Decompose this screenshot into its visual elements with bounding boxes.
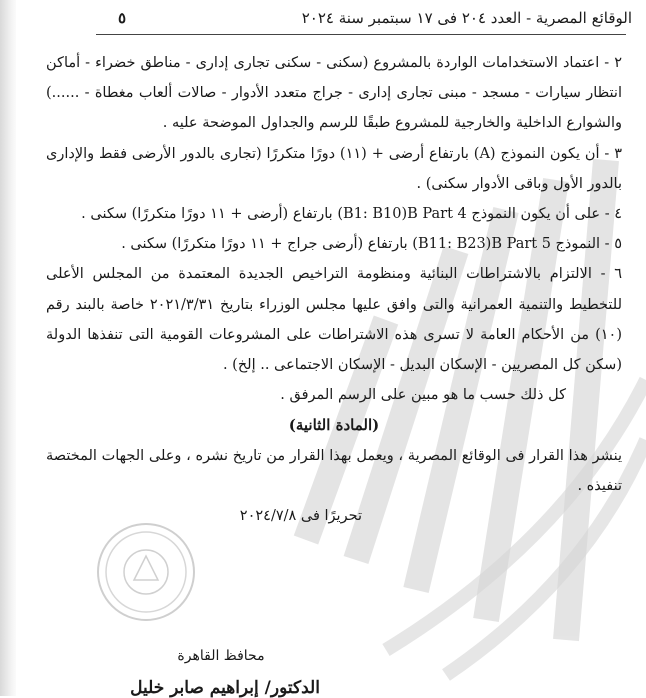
- seal-icon: [94, 520, 198, 624]
- document-page: [16, 0, 632, 698]
- gazette-issue-title: الوقائع المصرية - العدد ٢٠٤ فى ١٧ سبتمبر سنة ٢٠٢٤: [301, 9, 632, 27]
- date-line: تحريرًا فى ٢٠٢٤/٧/٨: [239, 508, 362, 525]
- paragraph-item-6: ٦ - الالتزام بالاشتراطات البنائية ومنظومة التراخيص الجديدة المعتمدة من المجلس الأعلى للتخطيط والتنمية العمرانية والتى وافق عليها مجلس الوزراء بتاريخ ٢٠٢١/٣/٣١ خاصة بالبند رقم (١٠) من الأحكام العامة لا تسرى هذه الاشتراطات على المشروعات القومية التى تنفذها الدولة (سكن كل المصريين - الإسكان البديل - الإسكان الاجتماعى .. إلخ) .: [46, 266, 622, 374]
- article-text: ينشر هذا القرار فى الوقائع المصرية ، ويعمل بهذا القرار من تاريخ نشره ، وعلى الجهات المختصة تنفيذه .: [46, 447, 622, 494]
- page-number: ٥: [118, 9, 127, 27]
- decree-body: [46, 48, 622, 531]
- article-heading: (المادة الثانية): [288, 416, 380, 435]
- paragraph-item-3: ٣ - أن يكون النموذج (A) بارتفاع أرضى + (١١) دورًا متكررًا (تجارى بالدور الأرضى فقط والإدارى بالدور الأول وباقى الأدوار سكنى) .: [46, 145, 622, 192]
- governor-title: محافظ القاهرة: [177, 648, 265, 664]
- closing-line: كل ذلك حسب ما هو مبين على الرسم المرفق .: [280, 387, 566, 404]
- paragraph-item-5: ٥ - النموذج B11: B23)B Part 5) بارتفاع (أرضى جراج + ١١ دورًا متكررًا) سكنى .: [121, 236, 622, 253]
- paragraph-item-4: ٤ - على أن يكون النموذج B1: B10)B Part 4) بارتفاع (أرضى + ١١ دورًا متكررًا) سكنى .: [81, 206, 622, 223]
- page-header: [112, 6, 632, 30]
- header-divider: [96, 34, 626, 35]
- signatory-name: الدكتور/ إبراهيم صابر خليل: [130, 678, 320, 698]
- paragraph-item-2: ٢ - اعتماد الاستخدامات الواردة بالمشروع (سكنى - سكنى تجارى إدارى - مناطق خضراء - أماكن انتظار سيارات - مسجد - مبنى تجارى إدارى - جراج متعدد الأدوار - صالات ألعاب مغطاة - ......) والشوارع الداخلية والخارجية للمشروع طبقًا للرسم والجداول الموضحة عليه .: [46, 55, 622, 132]
